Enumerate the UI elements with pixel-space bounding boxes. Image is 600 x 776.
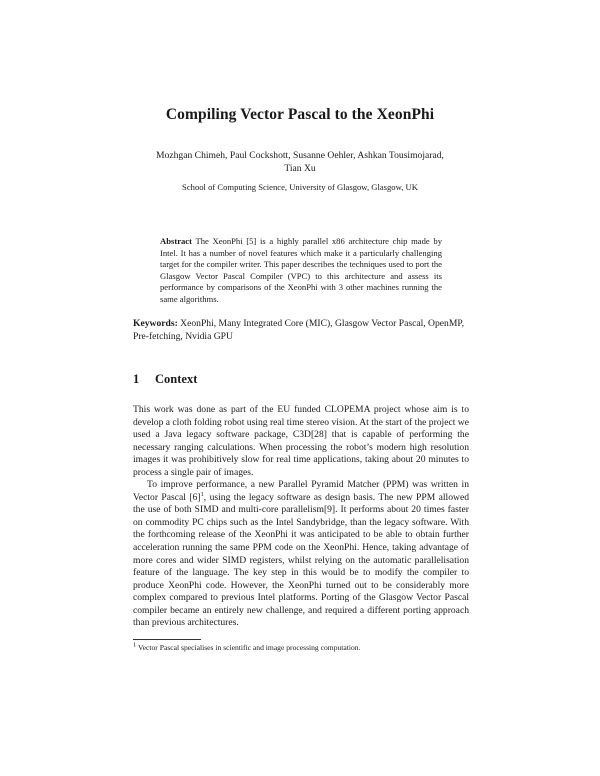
keywords xyxy=(133,318,469,343)
section-title: Context xyxy=(155,372,198,386)
paragraph-2-part-b: , using the legacy software as design basis. The new PPM allowed the use of both SIMD and multi-core parallelism[9]. It performs about 20 times faster on commodity PC chips such as the Intel Sandybridge, than the legacy software. With the forthcoming release of the XeonPhi it was anticipated to be able to obtain further acceleration running the same PPM code on the XeonPhi. Hence, taking advantage of more cores and wider SIMD registers, whilst relying on the automatic parallelisation feature of the language. The key step in this would be to modify the compiler to produce XeonPhi code. However, the XeonPhi turned out to be considerably more complex compared to previous Intel platforms. Porting of the Glasgow Vector Pascal compiler became an entirely new challenge, and required a different porting approach than previous architectures. xyxy=(133,491,470,629)
section-heading xyxy=(133,372,469,387)
keywords-text: XeonPhi, Many Integrated Core (MIC), Glasgow Vector Pascal, OpenMP, Pre-fetching, Nvidia GPU xyxy=(133,318,465,342)
section-number: 1 xyxy=(133,372,140,386)
affiliation: School of Computing Science, University of Glasgow, Glasgow, UK xyxy=(182,182,418,192)
footnote-rule xyxy=(133,639,201,640)
abstract-label: Abstract xyxy=(160,236,192,246)
keywords-label: Keywords: xyxy=(133,318,178,329)
abstract xyxy=(160,236,442,306)
paragraph-2 xyxy=(133,479,469,630)
authors-line-1: Mozhgan Chimeh, Paul Cockshott, Susanne Oehler, Ashkan Tousimojarad, xyxy=(156,150,444,161)
paragraph-1: This work was done as part of the EU funded CLOPEMA project whose aim is to develop a cloth folding robot using real time stereo vision. At the start of the project we used a Java legacy software package, C3D[28] that is capable of performing the necessary ranging calculations. When processing the robot’s modern high resolution images it was prohibitively slow for real time applications, taking about 20 minutes to process a single pair of images. xyxy=(133,404,469,478)
footnote-text: Vector Pascal specialises in scientific and image processing computation. xyxy=(138,643,361,652)
footnote xyxy=(133,643,469,653)
abstract-text: The XeonPhi [5] is a highly parallel x86 architecture chip made by Intel. It has a number of novel features which make it a particularly challenging target for the compiler writer. This paper describes the techniques used to port the Glasgow Vector Pascal Compiler (VPC) to this architecture and assess its performance by comparisons of the XeonPhi with 3 other machines running the same algorithms. xyxy=(160,236,442,304)
authors-line-2: Tian Xu xyxy=(284,162,316,174)
author-list xyxy=(120,150,480,175)
section-body xyxy=(133,404,469,630)
footnote-ref: 1 xyxy=(200,490,204,498)
paper-title: Compiling Vector Pascal to the XeonPhi xyxy=(165,106,435,123)
footnote-mark: 1 xyxy=(133,641,137,649)
paragraph-2-part-a: To improve performance, a new Parallel Pyramid Matcher (PPM) was written in Vector Pascal [6] xyxy=(133,479,469,503)
